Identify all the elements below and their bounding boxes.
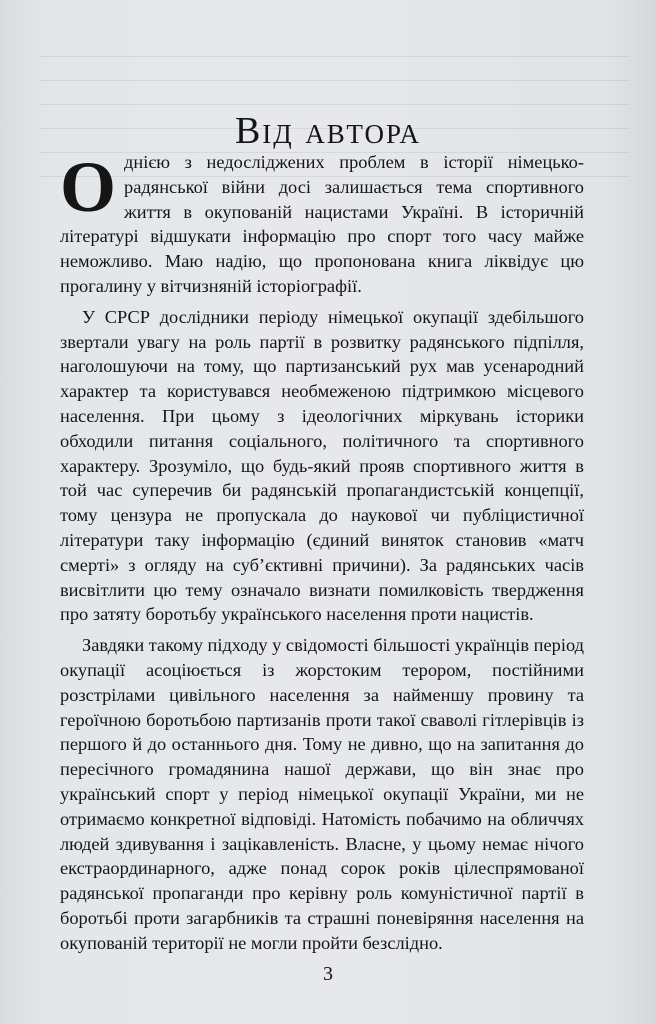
paragraph-3: Завдяки такому підходу у свідомості більшості українців період окупації асоціюється із жорстоким терором, постійними розстрілами цивільного населення за найменшу провину та героїчною боротьбою партизанів проти такої сваволі гітлерівців із першого й до останнього дня. Тому не дивно, що на запитання до пересічного громадянина нашої держави, що він знає про український спорт у період німецької окупації України, ми не отримаємо конкретної відповіді. Натомість побачимо на обличчях людей здивування і зацікавленість. Власне, у цьому немає нічого екстраординарного, адже понад сорок років цілеспрямованої радянської пропаганди про керівну роль комуністичної партії в боротьбі проти загарбників та страшні поневіряння населення на окупованій території не могли пройти безслідно. (60, 635, 585, 953)
paragraph-1-text: днією з недосліджених проблем в історії німецько-радянської війни досі залишається тема спортивного життя в окупованій нацистами Україні. В історичній літературі відшукати інформацію про спорт того часу майже неможливо. Маю надію, що пропонована книга ліквідує цю прогалину у вітчизняній історіографії. (60, 152, 584, 296)
body-text (60, 147, 585, 962)
drop-cap: О (60, 147, 117, 227)
paragraph-1 (60, 147, 584, 299)
chapter-title: Від автора (234, 110, 422, 153)
page-number: 3 (323, 963, 333, 985)
paragraph-2: У СРСР дослідники періоду німецької окупації здебільшого звертали увагу на роль партії в розвитку радянського підпілля, наголошуючи на тому, що партизанський рух мав усенародний характер та користувався необмеженою підтримкою місцевого населення. При цьому з ідеологічних міркувань історики обходили питання соціального, політичного та спортивного характеру. Зрозуміло, що будь-який прояв спортивного життя в той час суперечив би радянській пропагандистській концепції, тому цензура не пропускала до наукової чи публіцистичної літератури таку інформацію (єдиний виняток становив «матч смерті» з огляду на суб’єктивні причини). За радянських часів висвітлити цю тему означало визнати помилковість твердження про затяту боротьбу українського населення проти нацистів. (60, 306, 584, 625)
